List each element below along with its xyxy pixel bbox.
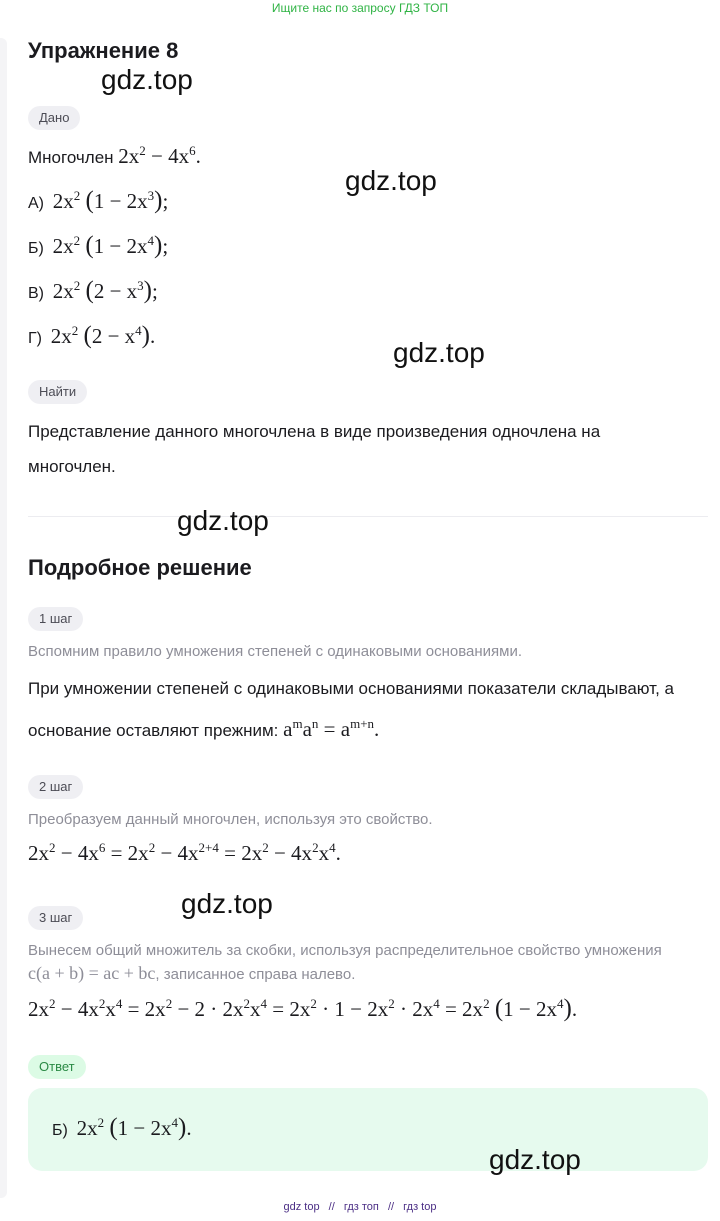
answer-line <box>52 1114 192 1142</box>
step-1-rule: При умножении степеней с одинаковыми основаниями показатели складывают, а основание оставляют прежним: <box>28 679 674 740</box>
watermark: gdz.top <box>177 505 269 536</box>
watermark: gdz.top <box>345 165 437 196</box>
answer-chip: Ответ <box>28 1055 86 1079</box>
step-2-chip: 2 шаг <box>28 775 83 799</box>
step-2-hint: Преобразуем данный многочлен, используя это свойство. <box>28 811 433 828</box>
step-1-text <box>28 671 678 748</box>
polynomial-prefix: Многочлен <box>28 148 114 167</box>
footer-separator: // <box>387 1201 395 1213</box>
answer-formula: $2x^2$ $(1 - 2x^4)$. <box>76 1114 192 1141</box>
power-rule-formula: $a^ma^n = a^{m+n}$. <box>283 716 380 741</box>
option-label: В) <box>28 285 44 302</box>
footer-separator: // <box>328 1201 335 1213</box>
card-rail <box>0 38 7 1198</box>
find-text: Представление данного многочлена в виде произведения одночлена на многочлен. <box>28 422 601 476</box>
option-label: А) <box>28 195 44 212</box>
given-polynomial <box>28 143 201 169</box>
exercise-title: Упражнение 8 <box>28 38 179 63</box>
footer-link[interactable]: гдз top <box>403 1201 437 1213</box>
option-g <box>28 322 155 350</box>
option-v <box>28 277 158 305</box>
step-3-math: $2x^2 - 4x^2x^4 = 2x^2 - 2 \cdot 2x^2x^4 = 2x^2 \cdot 1 - 2x^2 \cdot 2x^4 = 2x^2$ $(1 - 2x^4)$. <box>28 995 578 1022</box>
option-formula: $2x^2$ $(1 - 2x^3)$; <box>52 187 169 214</box>
top-banner[interactable]: Ищите нас по запросу ГДЗ ТОП <box>271 1 449 15</box>
given-chip: Дано <box>28 106 80 130</box>
step-1-chip: 1 шаг <box>28 607 83 631</box>
polynomial-formula: $2x^2 - 4x^6$. <box>118 143 201 168</box>
step-1-hint: Вспомним правило умножения степеней с одинаковыми основаниями. <box>28 643 522 660</box>
watermark: gdz.top <box>181 888 273 919</box>
exercise-card <box>0 18 720 1198</box>
watermark: gdz.top <box>393 337 485 368</box>
step-3-chip: 3 шаг <box>28 906 83 930</box>
step-3-formula <box>28 995 577 1023</box>
step-3-hint <box>28 940 678 986</box>
step-2-math: $2x^2 - 4x^6 = 2x^2 - 4x^{2+4} = 2x^2 - 4x^2x^4$. <box>28 840 341 865</box>
distributive-formula: c(a + b) = ac + bc <box>28 963 156 983</box>
step-3-hint-part1: Вынесем общий множитель за скобки, используя распределительное свойство умножения <box>28 942 662 959</box>
option-label: Г) <box>28 330 42 347</box>
watermark: gdz.top <box>101 64 193 95</box>
step-2-formula <box>28 840 341 866</box>
step-3-hint-part2: , записанное справа налево. <box>155 966 356 983</box>
footer-link[interactable]: гдз топ <box>343 1201 379 1213</box>
footer-links <box>0 1201 720 1213</box>
option-formula: $2x^2$ $(2 - x^3)$; <box>52 277 158 304</box>
option-b <box>28 232 168 260</box>
option-formula: $2x^2$ $(2 - x^4)$. <box>50 322 156 349</box>
option-a <box>28 187 168 215</box>
footer-link[interactable]: gdz top <box>283 1201 320 1213</box>
watermark: gdz.top <box>489 1144 581 1175</box>
divider <box>28 516 708 517</box>
option-formula: $2x^2$ $(1 - 2x^4)$; <box>52 232 169 259</box>
find-chip: Найти <box>28 380 87 404</box>
solution-title: Подробное решение <box>28 555 252 580</box>
option-label: Б) <box>28 240 44 257</box>
answer-label: Б) <box>52 1122 68 1139</box>
